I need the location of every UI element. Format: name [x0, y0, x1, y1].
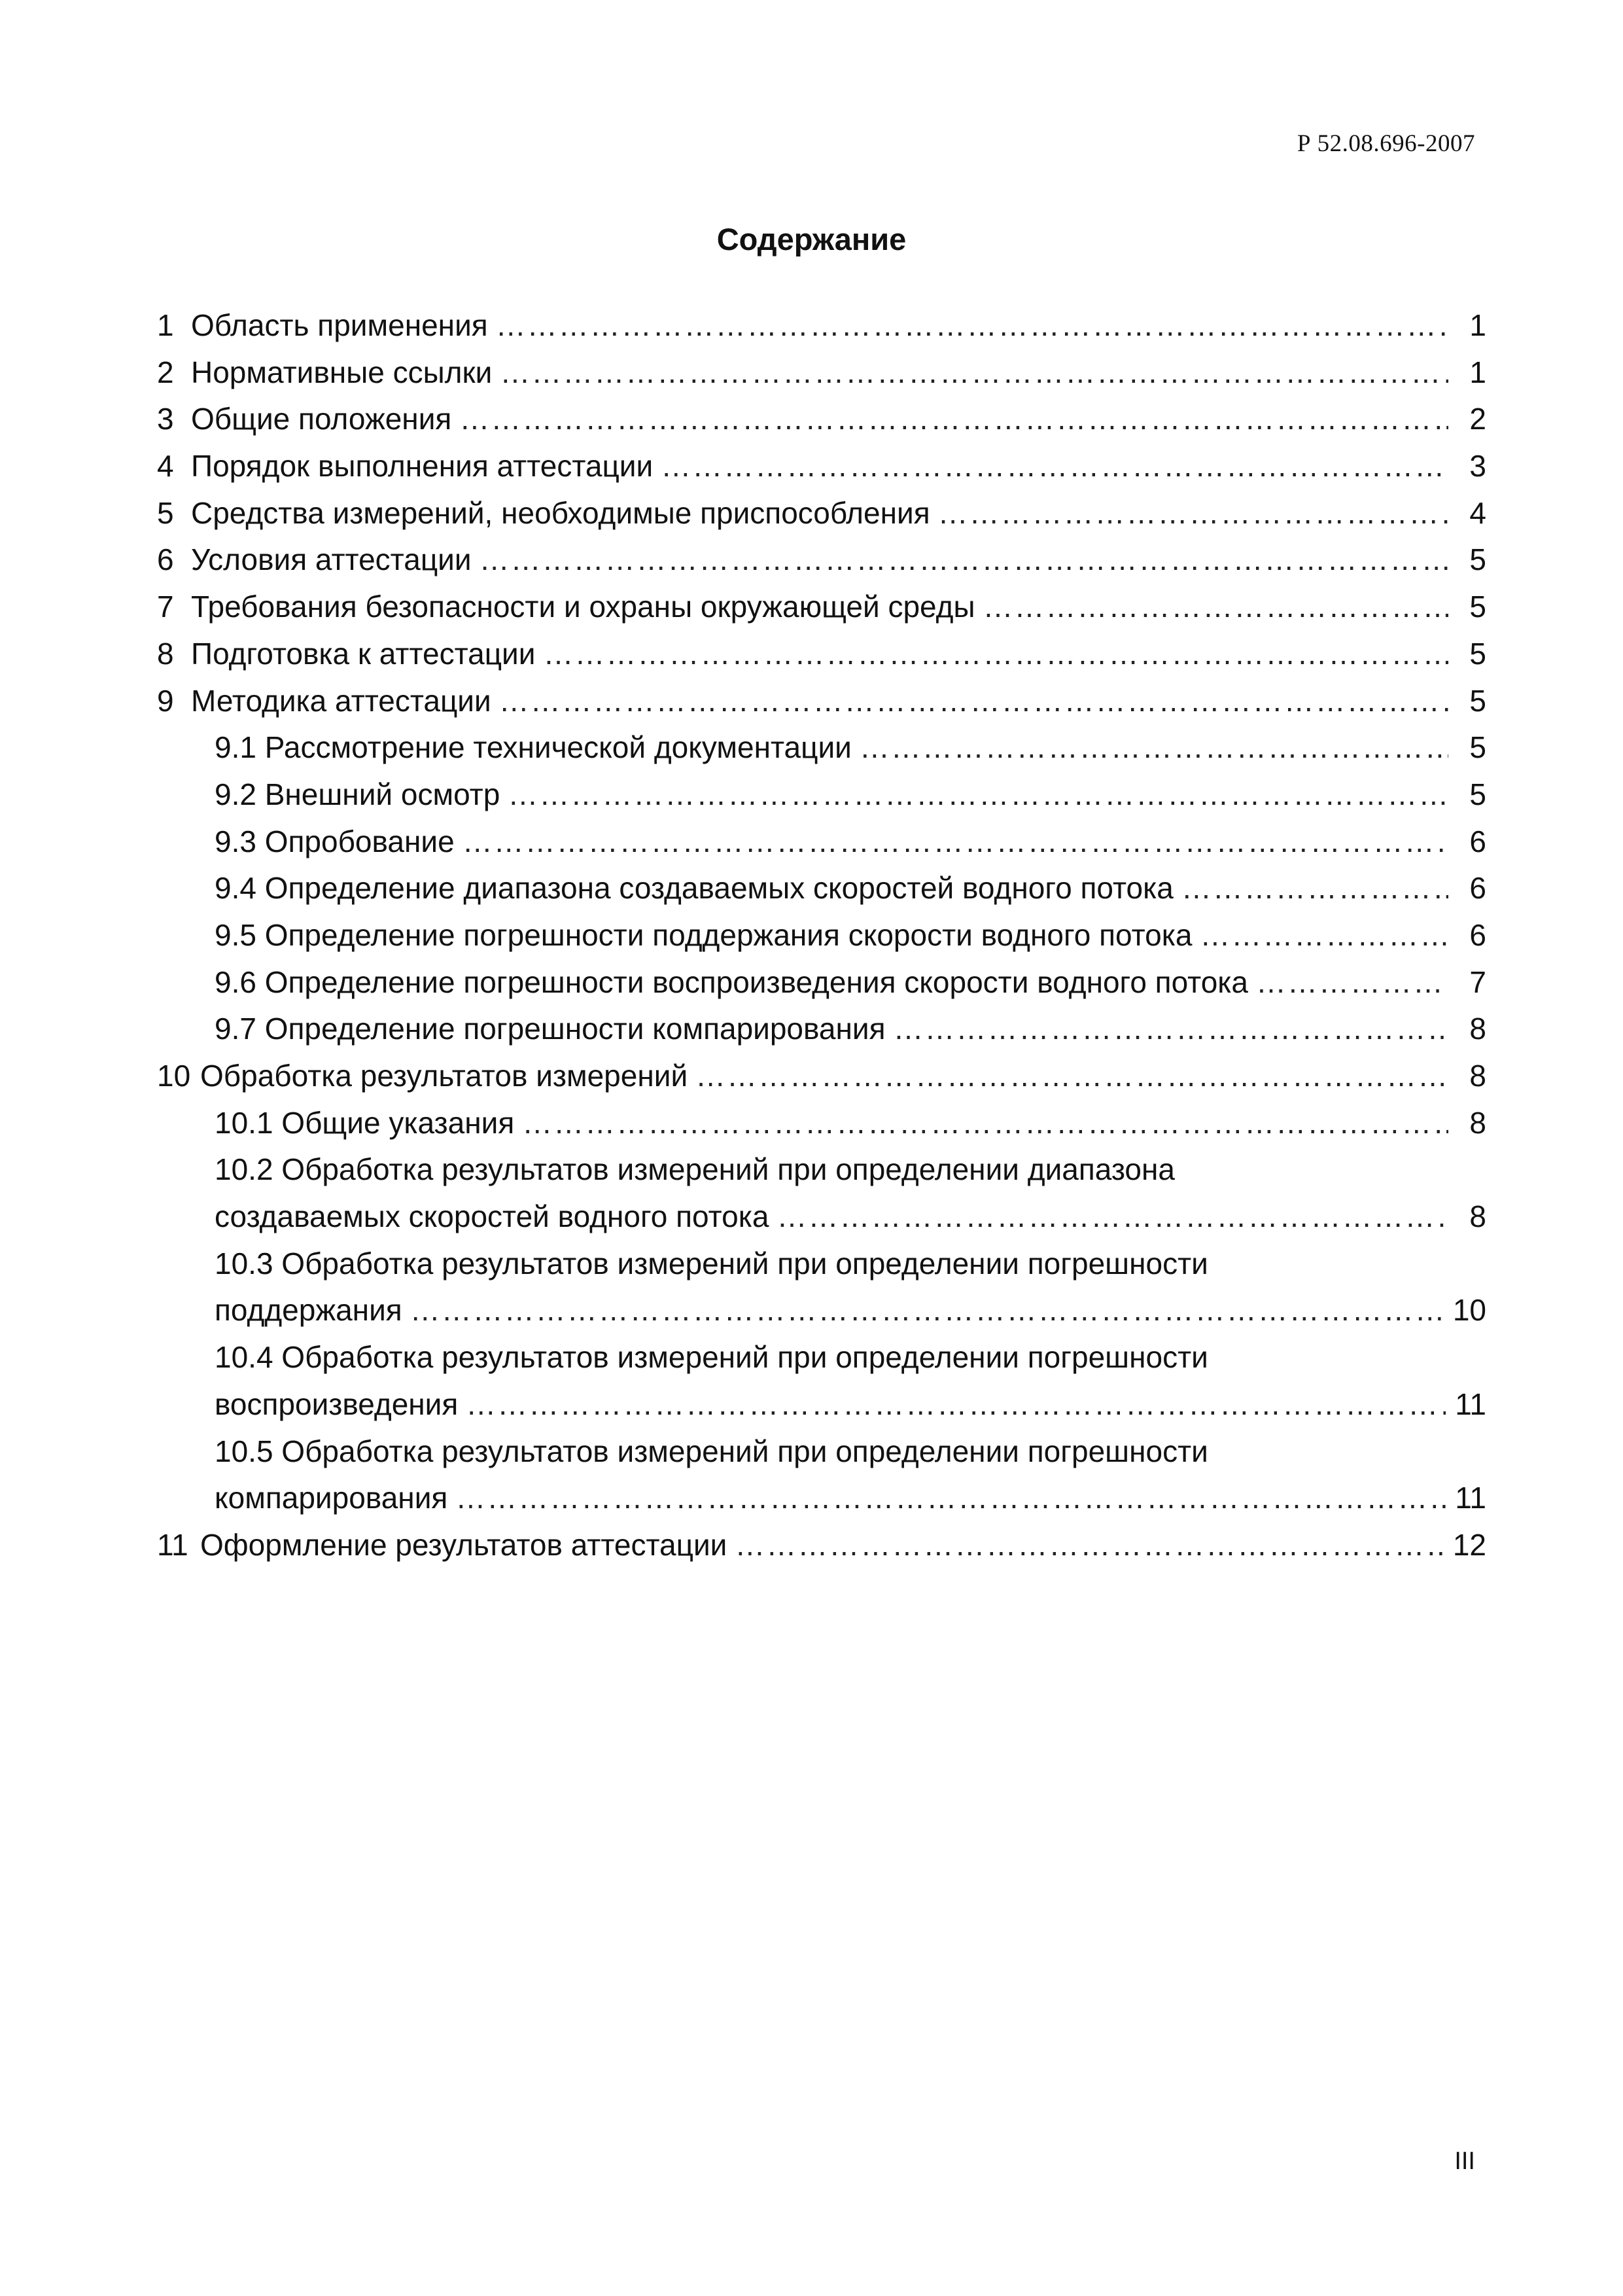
- toc-entry-page: 8: [1469, 1199, 1486, 1234]
- toc-entry-number: 6: [157, 542, 174, 577]
- toc-entry-title: 10.1 Общие указания: [215, 1105, 515, 1140]
- toc-entry-page: 3: [1469, 449, 1486, 484]
- toc-entry[interactable]: [157, 302, 1486, 349]
- toc-dot-leader: [938, 490, 1448, 537]
- toc-entry-title: 10.4 Обработка результатов измерений при определении погрешности: [215, 1340, 1208, 1375]
- toc-entry[interactable]: [157, 1522, 1486, 1569]
- toc-entry-title: 9.7 Определение погрешности компарирования: [215, 1012, 886, 1046]
- toc-entry-page: 1: [1469, 355, 1486, 389]
- toc-subentry-line1[interactable]: [157, 1146, 1486, 1193]
- toc-entry-title: Область применения: [191, 308, 488, 342]
- toc-dot-leader: [508, 771, 1448, 819]
- toc-subentry[interactable]: [157, 1100, 1486, 1147]
- toc-subentry-line2[interactable]: [157, 1287, 1486, 1334]
- toc-entry-title: 9.6 Определение погрешности воспроизведения скорости водного потока: [215, 964, 1249, 999]
- toc-entry-page: 5: [1469, 542, 1486, 577]
- toc-entry-page: 8: [1469, 1012, 1486, 1046]
- toc-dot-leader: [462, 819, 1448, 866]
- toc-entry-title-continued: воспроизведения: [215, 1386, 459, 1421]
- toc-entry[interactable]: [157, 1053, 1486, 1100]
- toc-entry[interactable]: [157, 490, 1486, 537]
- toc-entry[interactable]: [157, 678, 1486, 725]
- toc-entry-number: 2: [157, 355, 174, 389]
- toc-entry-title: 10.3 Обработка результатов измерений при определении погрешности: [215, 1246, 1208, 1280]
- toc-subentry[interactable]: [157, 724, 1486, 771]
- toc-dot-leader: [522, 1100, 1448, 1147]
- toc-dot-leader: [661, 443, 1448, 490]
- toc-subentry[interactable]: [157, 912, 1486, 959]
- toc-subentry-line2[interactable]: [157, 1193, 1486, 1241]
- table-of-contents: [157, 302, 1486, 1569]
- toc-entry-title: 9.2 Внешний осмотр: [215, 777, 500, 811]
- toc-entry-title: 9.1 Рассмотрение технической документации: [215, 730, 852, 765]
- toc-subentry[interactable]: [157, 959, 1486, 1006]
- toc-entry-number: 8: [157, 636, 174, 671]
- toc-entry-title: Средства измерений, необходимые приспособления: [191, 495, 930, 530]
- toc-dot-leader: [860, 724, 1448, 771]
- toc-dot-leader: [777, 1193, 1448, 1241]
- toc-subentry-line1[interactable]: [157, 1241, 1486, 1288]
- toc-entry[interactable]: [157, 537, 1486, 584]
- toc-subentry[interactable]: [157, 1006, 1486, 1053]
- toc-entry-page: 5: [1469, 777, 1486, 811]
- toc-subentry-line1[interactable]: [157, 1334, 1486, 1381]
- toc-entry[interactable]: [157, 443, 1486, 490]
- toc-entry-page: 5: [1469, 636, 1486, 671]
- toc-dot-leader: [1256, 959, 1448, 1006]
- toc-entry-page: 4: [1469, 495, 1486, 530]
- toc-entry-page: 8: [1469, 1105, 1486, 1140]
- toc-subentry[interactable]: [157, 771, 1486, 819]
- toc-subentry-line2[interactable]: [157, 1381, 1486, 1428]
- page-number: III: [1454, 2147, 1475, 2175]
- toc-dot-leader: [1181, 865, 1448, 912]
- toc-title: Содержание: [716, 222, 907, 256]
- toc-entry-title-continued: создаваемых скоростей водного потока: [215, 1199, 769, 1234]
- toc-dot-leader: [480, 537, 1448, 584]
- toc-entry-page: 10: [1452, 1293, 1486, 1328]
- toc-dot-leader: [543, 631, 1448, 678]
- toc-entry-title: 10.2 Обработка результатов измерений при определении диапазона: [215, 1152, 1175, 1187]
- toc-entry[interactable]: [157, 631, 1486, 678]
- toc-subentry-line2[interactable]: [157, 1475, 1486, 1522]
- toc-entry-title: 10.5 Обработка результатов измерений при определении погрешности: [215, 1434, 1208, 1468]
- toc-entry-page: 12: [1452, 1527, 1486, 1562]
- toc-entry-title: Подготовка к аттестации: [191, 636, 536, 671]
- toc-entry-number: 11: [157, 1527, 188, 1562]
- toc-entry-title-continued: поддержания: [215, 1293, 402, 1328]
- toc-dot-leader: [499, 678, 1448, 725]
- toc-dot-leader: [894, 1006, 1448, 1053]
- toc-entry[interactable]: [157, 349, 1486, 397]
- toc-entry-page: 11: [1455, 1386, 1486, 1421]
- toc-dot-leader: [695, 1053, 1448, 1100]
- toc-entry-title: Нормативные ссылки: [191, 355, 493, 389]
- toc-entry-title-continued: компарирования: [215, 1481, 448, 1515]
- toc-entry-page: 7: [1469, 964, 1486, 999]
- toc-entry-page: 1: [1469, 308, 1486, 342]
- toc-entry-title: Общие положения: [191, 402, 452, 436]
- toc-entry-page: 5: [1469, 730, 1486, 765]
- toc-entry-number: 1: [157, 308, 174, 342]
- toc-entry-page: 5: [1469, 590, 1486, 624]
- toc-entry-number: 9: [157, 683, 174, 718]
- toc-dot-leader: [500, 349, 1448, 397]
- toc-entry-number: 5: [157, 495, 174, 530]
- toc-entry-title: Условия аттестации: [191, 542, 472, 577]
- toc-dot-leader: [459, 396, 1448, 443]
- toc-subentry[interactable]: [157, 819, 1486, 866]
- toc-dot-leader: [410, 1287, 1444, 1334]
- toc-entry-title: 9.3 Опробование: [215, 824, 455, 858]
- toc-entry-page: 2: [1469, 402, 1486, 436]
- toc-entry-number: 10: [157, 1059, 191, 1093]
- toc-entry-title: Оформление результатов аттестации: [200, 1527, 727, 1562]
- toc-entry-title: 9.4 Определение диапазона создаваемых скоростей водного потока: [215, 871, 1174, 906]
- toc-subentry-line1[interactable]: [157, 1428, 1486, 1475]
- toc-entry[interactable]: [157, 584, 1486, 631]
- toc-dot-leader: [496, 302, 1448, 349]
- toc-entry-page: 8: [1469, 1059, 1486, 1093]
- toc-entry-number: 3: [157, 402, 174, 436]
- document-code: Р 52.08.696-2007: [1297, 130, 1475, 157]
- toc-dot-leader: [466, 1381, 1446, 1428]
- toc-entry-title: Порядок выполнения аттестации: [191, 449, 654, 484]
- toc-dot-leader: [455, 1475, 1446, 1522]
- toc-entry-page: 6: [1469, 871, 1486, 906]
- toc-entry-number: 7: [157, 590, 174, 624]
- toc-entry-page: 11: [1455, 1481, 1486, 1515]
- toc-entry-page: 5: [1469, 683, 1486, 718]
- toc-entry-title: Требования безопасности и охраны окружающей среды: [191, 590, 975, 624]
- toc-entry-number: 4: [157, 449, 174, 484]
- toc-dot-leader: [1200, 912, 1448, 959]
- toc-entry-page: 6: [1469, 917, 1486, 952]
- toc-entry-title: Методика аттестации: [191, 683, 491, 718]
- toc-dot-leader: [735, 1522, 1443, 1569]
- toc-entry[interactable]: [157, 396, 1486, 443]
- toc-entry-page: 6: [1469, 824, 1486, 858]
- toc-dot-leader: [983, 584, 1448, 631]
- toc-entry-title: 9.5 Определение погрешности поддержания скорости водного потока: [215, 917, 1193, 952]
- toc-entry-title: Обработка результатов измерений: [200, 1059, 688, 1093]
- toc-subentry[interactable]: [157, 865, 1486, 912]
